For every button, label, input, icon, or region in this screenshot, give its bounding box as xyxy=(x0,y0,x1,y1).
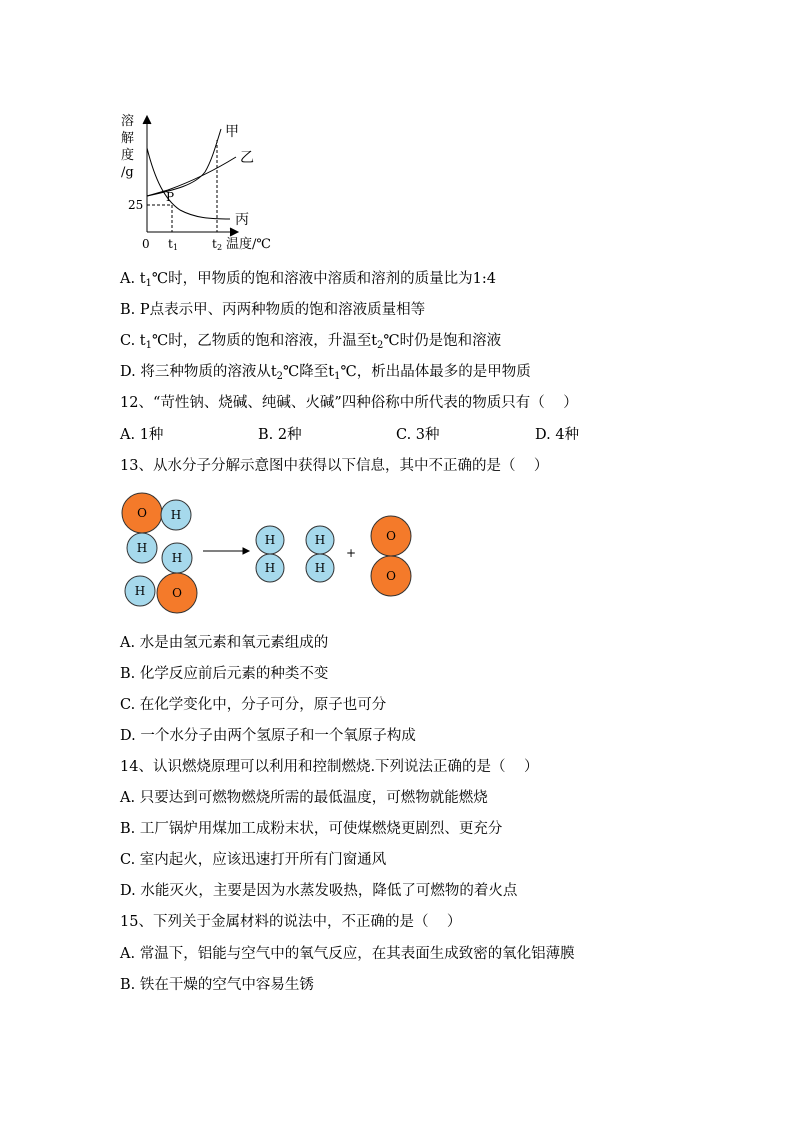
hydrogen-atom-label: H xyxy=(134,584,146,598)
graph-axes xyxy=(143,116,238,236)
curve-jia-label: 甲 xyxy=(225,124,239,140)
curve-bing-label: 丙 xyxy=(235,212,249,228)
graph-label-25: 25 xyxy=(128,198,144,212)
q11-c-pre: C. t xyxy=(120,333,146,349)
point-p-label: P xyxy=(166,190,175,204)
graph-xlabel: 温度/℃ xyxy=(226,237,271,252)
hydrogen-atom-label: H xyxy=(264,533,276,547)
q15-stem: 15、下列关于金属材料的说法中，不正确的是（ ） xyxy=(120,914,462,930)
q14-option-b: B. 工厂锅炉用煤加工成粉末状，可使煤燃烧更剧烈、更充分 xyxy=(120,821,503,837)
graph-ylabel-3: 度 xyxy=(121,148,135,163)
q12-option-d: D. 4种 xyxy=(535,427,580,443)
curve-bing-line xyxy=(147,148,230,219)
q11-a-post: ℃时，甲物质的饱和溶液中溶质和溶剂的质量比为1:4 xyxy=(151,271,496,287)
hydrogen-atom-label: H xyxy=(171,551,183,565)
q11-option-c xyxy=(120,332,501,350)
q11-c-sub: 1 xyxy=(145,340,152,351)
q11-c-sub2: 2 xyxy=(377,340,384,351)
q13-option-a: A. 水是由氢元素和氧元素组成的 xyxy=(120,635,329,651)
q14-stem: 14、认识燃烧原理可以利用和控制燃烧.下列说法正确的是（ ） xyxy=(120,759,539,775)
q13-option-c: C. 在化学变化中，分子可分，原子也可分 xyxy=(120,697,387,713)
curve-jia-line xyxy=(147,129,221,196)
q14-option-c: C. 室内起火，应该迅速打开所有门窗通风 xyxy=(120,852,387,868)
q13-option-d: D. 一个水分子由两个氢原子和一个氧原子构成 xyxy=(120,728,416,744)
q11-d-mid: ℃降至t xyxy=(283,364,335,380)
oxygen-atom-label: O xyxy=(137,506,147,520)
graph-label-t1-sub: 1 xyxy=(173,243,179,252)
q13-option-b: B. 化学反应前后元素的种类不变 xyxy=(120,666,329,682)
graph-ylabel-2: 解 xyxy=(121,131,135,146)
hydrogen-atom-label: H xyxy=(314,533,326,547)
oxygen-atom-label: O xyxy=(386,529,396,543)
solubility-graph xyxy=(0,0,794,260)
q12-option-c: C. 3种 xyxy=(396,427,440,443)
curve-yi-label: 乙 xyxy=(240,150,254,166)
graph-label-t2-sub: 2 xyxy=(217,243,223,252)
plus-sign: + xyxy=(345,546,357,560)
hydrogen-atom-label: H xyxy=(170,508,182,522)
q15-option-b: B. 铁在干燥的空气中容易生锈 xyxy=(120,977,314,993)
q13-stem: 13、从水分子分解示意图中获得以下信息，其中不正确的是（ ） xyxy=(120,458,549,474)
oxygen-atom-label: O xyxy=(386,569,396,583)
q14-option-a: A. 只要达到可燃物燃烧所需的最低温度，可燃物就能燃烧 xyxy=(120,790,488,806)
graph-label-t1: t xyxy=(168,237,173,251)
q11-option-b: B. P点表示甲、丙两种物质的饱和溶液质量相等 xyxy=(120,302,426,318)
graph-label-t2: t xyxy=(212,237,217,251)
water-decomposition-diagram xyxy=(0,480,794,620)
oxygen-atom-label: O xyxy=(172,586,182,600)
q12-option-a: A. 1种 xyxy=(120,427,164,443)
curve-yi-line xyxy=(147,157,236,196)
q11-a-pre: A. t xyxy=(120,271,146,287)
q11-d-post: ℃，析出晶体最多的是甲物质 xyxy=(340,364,531,380)
hydrogen-atom-label: H xyxy=(264,561,276,575)
graph-ylabel-4: /g xyxy=(121,165,134,180)
q11-a-sub: 1 xyxy=(145,278,152,289)
q12-stem: 12、“苛性钠、烧碱、纯碱、火碱”四种俗称中所代表的物质只有（ ） xyxy=(120,395,578,411)
q11-c-post: ℃时仍是饱和溶液 xyxy=(383,333,502,349)
hydrogen-atom-label: H xyxy=(314,561,326,575)
q11-option-a xyxy=(120,270,496,288)
q15-option-a: A. 常温下，铝能与空气中的氧气反应，在其表面生成致密的氧化铝薄膜 xyxy=(120,946,575,962)
q14-option-d: D. 水能灭火，主要是因为水蒸发吸热，降低了可燃物的着火点 xyxy=(120,883,518,899)
graph-label-origin: 0 xyxy=(142,237,150,251)
graph-ylabel-1: 溶 xyxy=(121,114,135,129)
reaction-arrow xyxy=(203,548,249,554)
q11-d-sub2: 1 xyxy=(334,371,341,382)
q12-option-b: B. 2种 xyxy=(258,427,302,443)
q11-option-d xyxy=(120,363,531,381)
q11-c-mid: ℃时，乙物质的饱和溶液，升温至t xyxy=(152,333,378,349)
q11-d-pre: D. 将三种物质的溶液从t xyxy=(120,364,277,380)
hydrogen-atom-label: H xyxy=(136,541,148,555)
q11-d-sub: 2 xyxy=(276,371,284,382)
